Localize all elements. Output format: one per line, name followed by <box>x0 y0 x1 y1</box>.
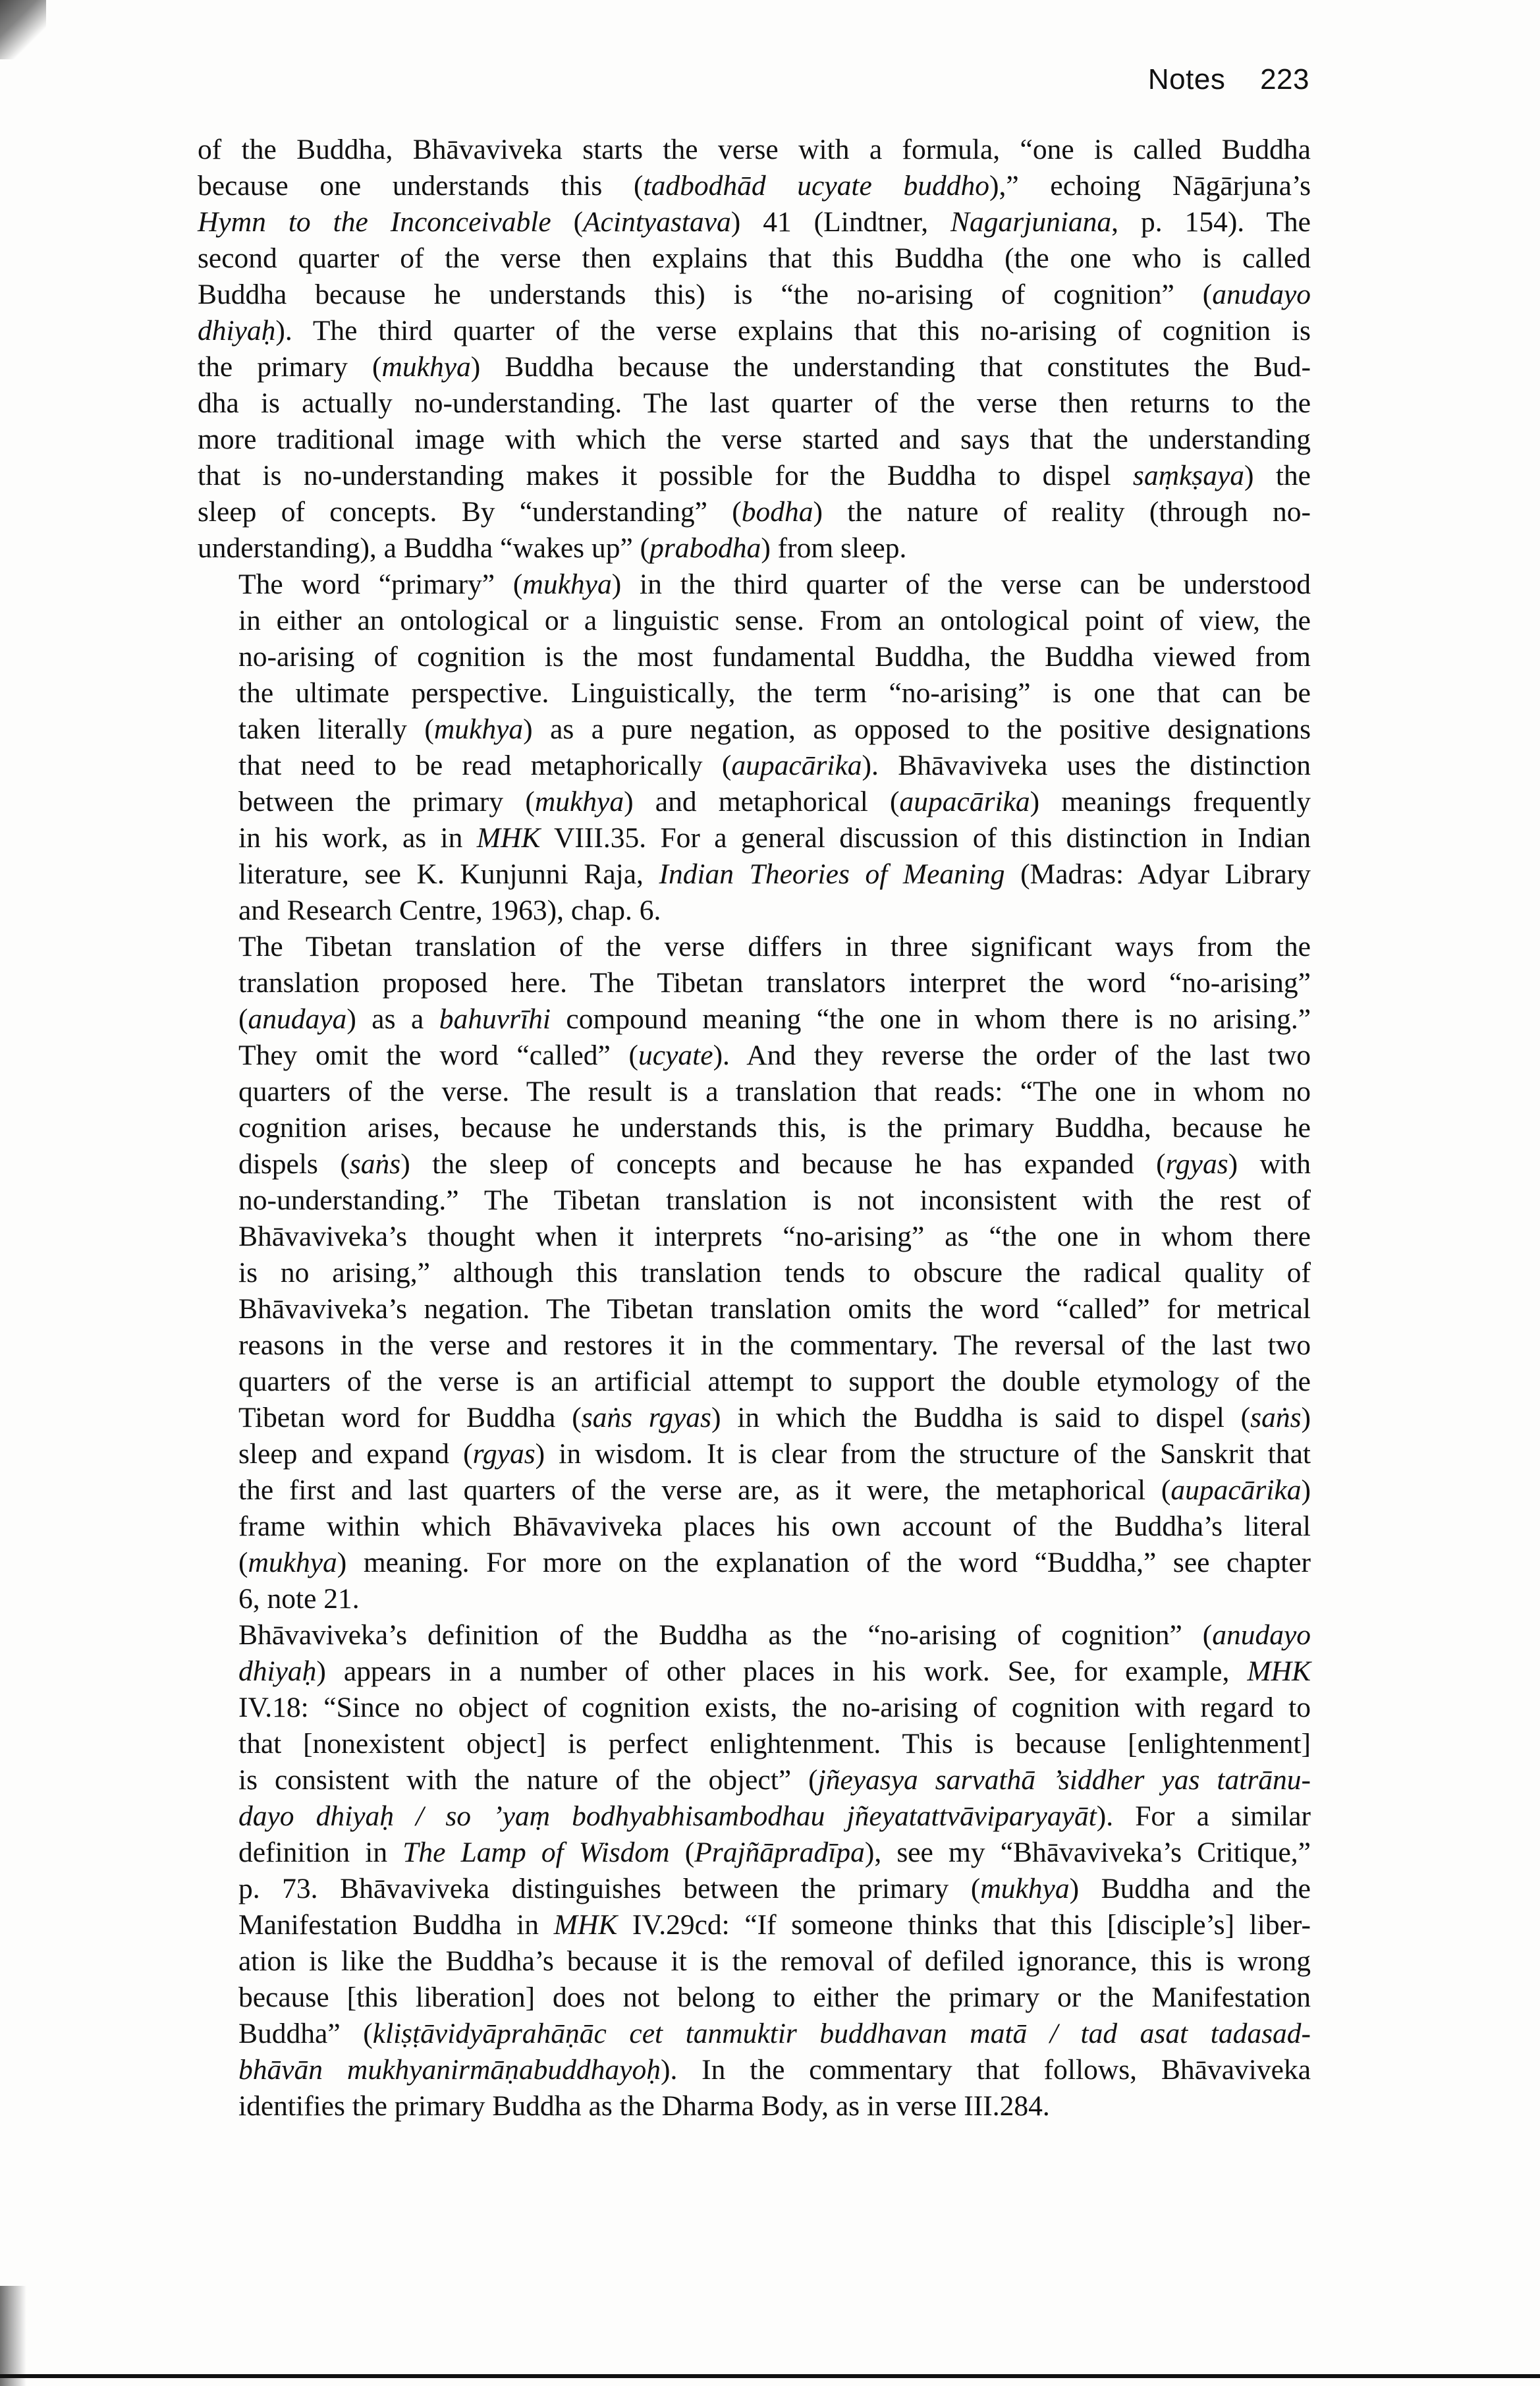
text-line: frame within which Bhāvaviveka places his own account of the Buddha’s literal <box>238 1511 1311 1542</box>
paragraph-p1 <box>198 132 1311 567</box>
text-line: because one understands this (tadbodhād ucyate buddho),” echoing Nāgārjuna’s <box>198 170 1311 202</box>
text-line: The word “primary” (mukhya) in the third quarter of the verse can be understood <box>238 569 1311 600</box>
text-line: They omit the word “called” (ucyate). And they reverse the order of the last two <box>238 1040 1311 1071</box>
text-line: that need to be read metaphorically (aupacārika). Bhāvaviveka uses the distinction <box>238 750 1311 781</box>
notes-text-body <box>198 132 1311 2124</box>
text-line: (anudaya) as a bahuvrīhi compound meaning “the one in whom there is no arising.” <box>238 1003 1311 1035</box>
text-line: that is no-understanding makes it possible for the Buddha to dispel saṃkṣaya) the <box>198 460 1311 491</box>
scan-artifact-bottom-left <box>0 2286 26 2386</box>
text-line: translation proposed here. The Tibetan translators interpret the word “no-arising” <box>238 967 1311 999</box>
text-line: Bhāvaviveka’s negation. The Tibetan translation omits the word “called” for metrical <box>238 1293 1311 1325</box>
text-line: dispels (saṅs) the sleep of concepts and because he has expanded (rgyas) with <box>238 1148 1311 1180</box>
text-line: is no arising,” although this translation tends to obscure the radical quality of <box>238 1257 1311 1289</box>
text-line: Buddha because he understands this) is “the no-arising of cognition” (anudayo <box>198 279 1311 310</box>
text-line: reasons in the verse and restores it in the commentary. The reversal of the last two <box>238 1329 1311 1361</box>
text-line: 6, note 21. <box>238 1583 360 1615</box>
text-line: dhiyaḥ) appears in a number of other places in his work. See, for example, MHK <box>238 1655 1311 1687</box>
scan-artifact-top-left <box>0 0 46 59</box>
text-line: p. 73. Bhāvaviveka distinguishes between the primary (mukhya) Buddha and the <box>238 1873 1311 1904</box>
text-line: the ultimate perspective. Linguistically, the term “no-arising” is one that can be <box>238 677 1311 709</box>
text-line: Bhāvaviveka’s thought when it interprets “no-arising” as “the one in whom there <box>238 1221 1311 1252</box>
text-line: taken literally (mukhya) as a pure negation, as opposed to the positive designations <box>238 713 1311 745</box>
text-line: in either an ontological or a linguistic sense. From an ontological point of view, the <box>238 605 1311 636</box>
text-line: no-arising of cognition is the most fundamental Buddha, the Buddha viewed from <box>238 641 1311 673</box>
text-line: and Research Centre, 1963), chap. 6. <box>238 895 661 926</box>
text-line: understanding), a Buddha “wakes up” (prabodha) from sleep. <box>198 532 907 564</box>
text-line: The Tibetan translation of the verse differs in three significant ways from the <box>238 931 1311 962</box>
text-line: definition in The Lamp of Wisdom (Prajñāpradīpa), see my “Bhāvaviveka’s Critique,” <box>238 1837 1311 1868</box>
text-line: identifies the primary Buddha as the Dharma Body, as in verse III.284. <box>238 2090 1050 2122</box>
text-line: cognition arises, because he understands this, is the primary Buddha, because he <box>238 1112 1311 1144</box>
text-line: sleep of concepts. By “understanding” (bodha) the nature of reality (through no- <box>198 496 1311 528</box>
text-line: is consistent with the nature of the object” (jñeyasya sarvathā ’siddher yas tatrānu- <box>238 1764 1311 1796</box>
text-line: dhiyaḥ). The third quarter of the verse explains that this no-arising of cognition is <box>198 315 1311 347</box>
text-line: literature, see K. Kunjunni Raja, Indian Theories of Meaning (Madras: Adyar Library <box>238 858 1311 890</box>
text-line: dayo dhiyaḥ / so ’yaṃ bodhyabhisambodhau jñeyatattvāviparyayāt). For a similar <box>238 1800 1311 1832</box>
paragraph-p4 <box>198 1617 1311 2124</box>
text-line: second quarter of the verse then explains that this Buddha (the one who is called <box>198 242 1311 274</box>
running-head-section: Notes <box>1147 63 1226 96</box>
text-line: Buddha” (kliṣṭāvidyāprahāṇāc cet tanmuktir buddhavan matā / tad asat tadasad- <box>238 2018 1311 2049</box>
running-head <box>1148 63 1309 96</box>
text-line: Hymn to the Inconceivable (Acintyastava) 41 (Lindtner, Nagarjuniana, p. 154). The <box>198 206 1311 238</box>
text-line: of the Buddha, Bhāvaviveka starts the verse with a formula, “one is called Buddha <box>198 134 1311 165</box>
scan-edge-rule <box>0 2374 1540 2378</box>
text-line: the first and last quarters of the verse are, as it were, the metaphorical (aupacārika) <box>238 1474 1311 1506</box>
text-line: Tibetan word for Buddha (saṅs rgyas) in which the Buddha is said to dispel (saṅs) <box>238 1402 1311 1433</box>
text-line: dha is actually no-understanding. The last quarter of the verse then returns to the <box>198 387 1311 419</box>
text-line: more traditional image with which the verse started and says that the understanding <box>198 424 1311 455</box>
text-line: quarters of the verse. The result is a translation that reads: “The one in whom no <box>238 1076 1311 1107</box>
text-line: (mukhya) meaning. For more on the explanation of the word “Buddha,” see chapter <box>238 1547 1311 1578</box>
text-line: Bhāvaviveka’s definition of the Buddha as the “no-arising of cognition” (anudayo <box>238 1619 1311 1651</box>
text-line: no-understanding.” The Tibetan translation is not inconsistent with the rest of <box>238 1184 1311 1216</box>
text-line: ation is like the Buddha’s because it is the removal of defiled ignorance, this is wrong <box>238 1945 1311 1977</box>
text-line: bhāvān mukhyanirmāṇabuddhayoḥ). In the commentary that follows, Bhāvaviveka <box>238 2054 1311 2086</box>
text-line: because [this liberation] does not belong to either the primary or the Manifestation <box>238 1982 1311 2013</box>
text-line: between the primary (mukhya) and metaphorical (aupacārika) meanings frequently <box>238 786 1311 818</box>
paragraph-p3 <box>198 929 1311 1617</box>
page-number: 223 <box>1260 63 1309 96</box>
text-line: quarters of the verse is an artificial attempt to support the double etymology of the <box>238 1366 1311 1397</box>
paragraph-p2 <box>198 567 1311 929</box>
text-line: the primary (mukhya) Buddha because the understanding that constitutes the Bud- <box>198 351 1311 383</box>
text-line: sleep and expand (rgyas) in wisdom. It is clear from the structure of the Sanskrit that <box>238 1438 1311 1470</box>
text-line: IV.18: “Since no object of cognition exists, the no-arising of cognition with regard to <box>238 1692 1311 1723</box>
text-line: Manifestation Buddha in MHK IV.29cd: “If someone thinks that this [disciple’s] liber- <box>238 1909 1311 1941</box>
text-line: in his work, as in MHK VIII.35. For a general discussion of this distinction in Indian <box>238 822 1311 854</box>
text-line: that [nonexistent object] is perfect enlightenment. This is because [enlightenment] <box>238 1728 1311 1760</box>
